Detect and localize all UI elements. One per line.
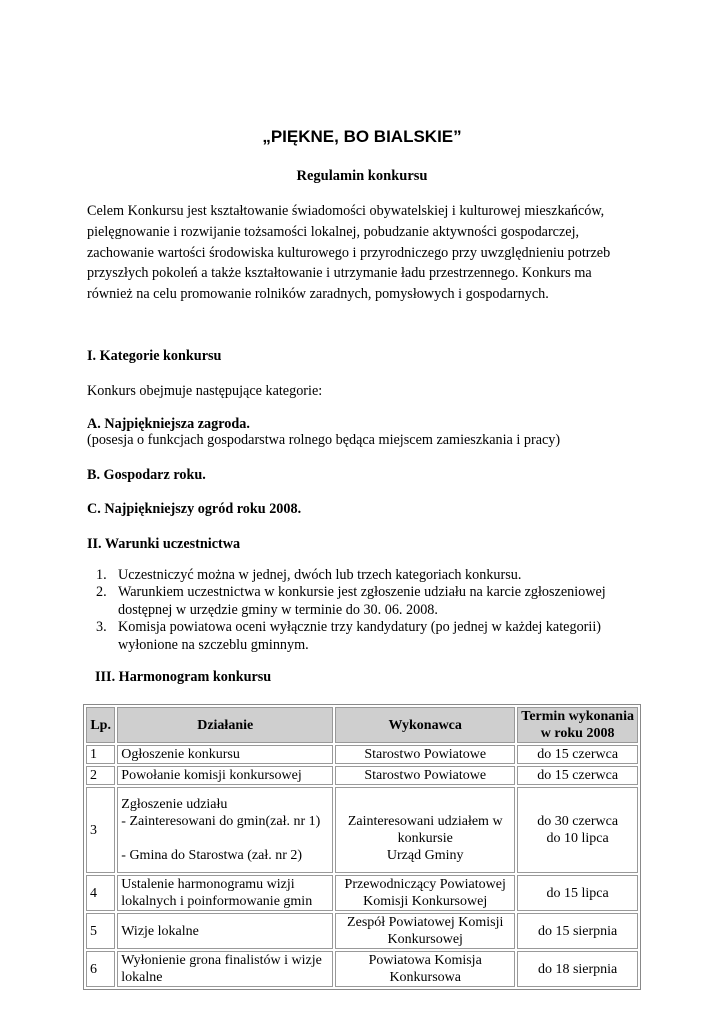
column-header-executor: Wykonawca bbox=[335, 707, 515, 743]
table-cell: 1 bbox=[86, 745, 115, 764]
table-cell: Zgłoszenie udziału - Zainteresowani do gmin(zał. nr 1) - Gmina do Starostwa (zał. nr 2) bbox=[117, 787, 333, 873]
list-item-line: Uczestniczyć można w jednej, dwóch lub trzech kategoriach konkursu. bbox=[118, 567, 522, 583]
table-cell: 3 bbox=[86, 787, 115, 873]
table-cell: do 18 sierpnia bbox=[517, 951, 638, 987]
column-header-deadline: Termin wykonania w roku 2008 bbox=[517, 707, 638, 743]
intro-line: zachowanie wartości środowiska kulturowego i przyrodniczego przy uwzględnieniu potrzeb bbox=[87, 244, 611, 261]
category-a-note: (posesja o funkcjach gospodarstwa rolnego będąca miejscem zamieszkania i pracy) bbox=[87, 432, 561, 448]
section-heading-categories: I. Kategorie konkursu bbox=[87, 348, 222, 364]
list-item-number: 2. bbox=[96, 584, 107, 601]
table-row bbox=[86, 875, 638, 911]
table-cell: Ogłoszenie konkursu bbox=[117, 745, 333, 764]
list-item bbox=[87, 584, 606, 619]
table-row bbox=[86, 745, 638, 764]
table-cell: Przewodniczący Powiatowej Komisji Konkursowej bbox=[335, 875, 515, 911]
table-cell: Wyłonienie grona finalistów i wizje lokalne bbox=[117, 951, 333, 987]
page-title: „PIĘKNE, BO BIALSKIE” bbox=[262, 127, 462, 146]
table-cell: Zespół Powiatowej Komisji Konkursowej bbox=[335, 913, 515, 949]
column-header-lp: Lp. bbox=[86, 707, 115, 743]
intro-line: przyszłych pokoleń a także kształtowanie i utrzymanie ładu przestrzennego. Konkurs ma bbox=[87, 265, 592, 282]
table-row bbox=[86, 913, 638, 949]
table-cell: Wizje lokalne bbox=[117, 913, 333, 949]
section-heading-conditions: II. Warunki uczestnictwa bbox=[87, 536, 241, 552]
column-header-action: Działanie bbox=[117, 707, 333, 743]
table-cell: Powiatowa Komisja Konkursowa bbox=[335, 951, 515, 987]
categories-lead: Konkurs obejmuje następujące kategorie: bbox=[87, 383, 323, 399]
category-c: C. Najpiękniejszy ogród roku 2008. bbox=[87, 501, 302, 517]
table-cell: 5 bbox=[86, 913, 115, 949]
list-item-line: dostępnej w urzędzie gminy w terminie do 30. 06. 2008. bbox=[118, 601, 438, 618]
list-item-number: 1. bbox=[96, 567, 107, 583]
table-header-row bbox=[86, 707, 638, 743]
table-cell: Powołanie komisji konkursowej bbox=[117, 766, 333, 785]
table-row bbox=[86, 951, 638, 987]
table-cell: Starostwo Powiatowe bbox=[335, 766, 515, 785]
section-heading-schedule: III. Harmonogram konkursu bbox=[95, 669, 272, 685]
schedule-table bbox=[83, 704, 641, 990]
conditions-list bbox=[87, 567, 606, 654]
table-cell: 2 bbox=[86, 766, 115, 785]
table-cell: do 15 czerwca bbox=[517, 745, 638, 764]
table-cell: do 15 czerwca bbox=[517, 766, 638, 785]
table-cell: do 15 sierpnia bbox=[517, 913, 638, 949]
list-item bbox=[87, 567, 606, 584]
intro-paragraph bbox=[87, 201, 647, 305]
table-cell: do 30 czerwca do 10 lipca bbox=[517, 787, 638, 873]
list-item bbox=[87, 619, 606, 654]
category-b: B. Gospodarz roku. bbox=[87, 467, 206, 483]
intro-line: pielęgnowanie i rozwijanie tożsamości lokalnej, pobudzanie aktywności gospodarczej, bbox=[87, 223, 580, 240]
table-cell: 6 bbox=[86, 951, 115, 987]
list-item-number: 3. bbox=[96, 619, 107, 636]
intro-line: również na celu promowanie rolników zaradnych, pomysłowych i gospodarnych. bbox=[87, 286, 549, 303]
table-cell: do 15 lipca bbox=[517, 875, 638, 911]
table-row bbox=[86, 766, 638, 785]
category-a: A. Najpiękniejsza zagroda. bbox=[87, 416, 250, 432]
table-cell: Zainteresowani udziałem w konkursie Urząd Gminy bbox=[335, 787, 515, 873]
intro-line: Celem Konkursu jest kształtowanie świadomości obywatelskiej i kulturowej mieszkańców, bbox=[87, 203, 605, 219]
page-subtitle: Regulamin konkursu bbox=[296, 168, 428, 184]
list-item-line: Warunkiem uczestnictwa w konkursie jest zgłoszenie udziału na karcie zgłoszeniowej bbox=[118, 584, 606, 601]
table-cell: Starostwo Powiatowe bbox=[335, 745, 515, 764]
list-item-line: wyłonione na szczeblu gminnym. bbox=[118, 636, 309, 653]
table-cell: 4 bbox=[86, 875, 115, 911]
table-cell: Ustalenie harmonogramu wizji lokalnych i poinformowanie gmin bbox=[117, 875, 333, 911]
table-row bbox=[86, 787, 638, 873]
list-item-line: Komisja powiatowa oceni wyłącznie trzy kandydatury (po jednej w każdej kategorii) bbox=[118, 619, 601, 636]
